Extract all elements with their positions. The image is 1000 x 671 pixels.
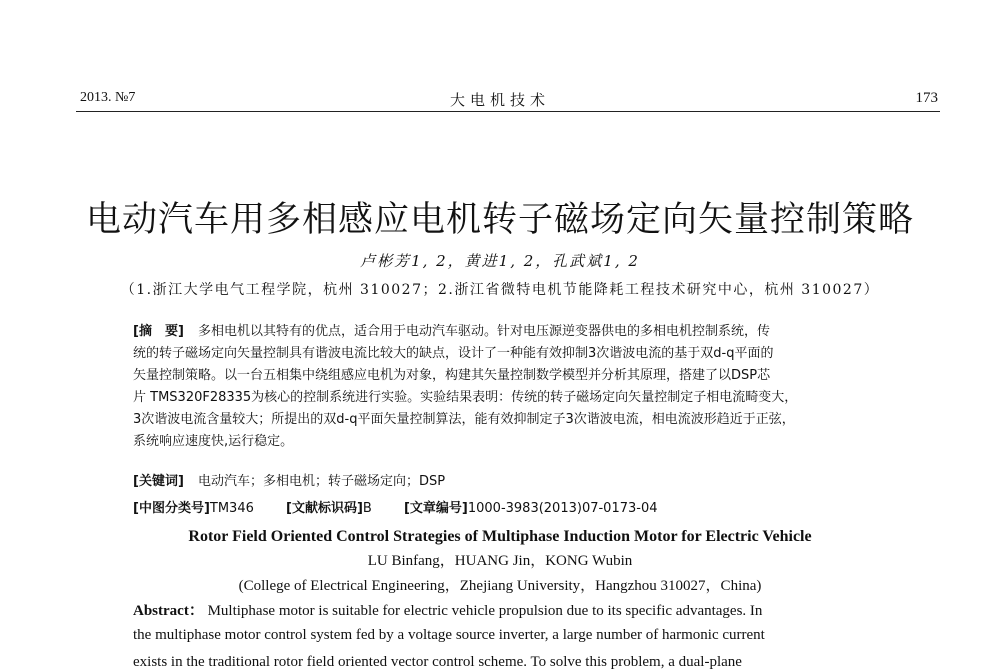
clc-label: [中图分类号]	[133, 501, 210, 516]
english-abstract-line: exists in the traditional rotor field oriented vector control scheme. To solve this problem, a dual-plane	[133, 654, 742, 670]
english-abstract-text: Multiphase motor is suitable for electric vehicle propulsion due to its specific advantages. In	[207, 603, 763, 619]
article-number-value: 1000-3983(2013)07-0173-04	[467, 501, 658, 516]
abstract-label: [摘 要]	[133, 324, 184, 339]
page-number: 173	[915, 90, 938, 106]
affiliation: （1.浙江大学电气工程学院，杭州 310027；2.浙江省微特电机节能降耗工程技术研究中心，杭州 310027）	[120, 282, 880, 298]
header-rule	[76, 111, 940, 112]
journal-name: 大电机技术	[449, 91, 550, 109]
author-list: 卢彬芳1, 2，黄进1, 2，孔武斌1, 2	[360, 252, 640, 270]
classification-line	[133, 497, 883, 516]
abstract-line: 统的转子磁场定向矢量控制具有谐波电流比较大的缺点，设计了一种能有效抑制3次谐波电流的基于双d-q平面的	[133, 346, 774, 361]
english-authors: LU Binfang，HUANG Jin，KONG Wubin	[367, 553, 633, 569]
english-abstract-line: the multiphase motor control system fed by a voltage source inverter, a large number of harmonic current	[133, 627, 765, 643]
abstract-line: 系统响应速度快,运行稳定。	[133, 434, 294, 449]
english-affiliation: (College of Electrical Engineering，Zhejiang University，Hangzhou 310027，China)	[238, 578, 762, 594]
english-abstract-line	[133, 599, 762, 620]
article-number-label: [文章编号]	[403, 501, 468, 516]
doc-code-label: [文献标识码]	[286, 501, 363, 516]
abstract-cn	[133, 320, 883, 460]
abstract-line: 3次谐波电流含量较大；所提出的双d-q平面矢量控制算法，能有效抑制定子3次谐波电流，相电流波形趋近于正弦，	[133, 412, 795, 427]
clc-value: TM346	[209, 501, 254, 516]
abstract-line: 矢量控制策略。以一台五相集中绕组感应电机为对象，构建其矢量控制数学模型并分析其原理，搭建了以DSP芯	[133, 368, 771, 383]
paper-title: 电动汽车用多相感应电机转子磁场定向矢量控制策略	[85, 200, 914, 240]
english-abstract-label: Abstract：	[133, 603, 204, 619]
abstract-line	[133, 320, 770, 339]
keywords-label: [关键词]	[133, 474, 184, 489]
doc-code-value: B	[362, 501, 372, 516]
issue-number: 2013. №7	[80, 90, 136, 105]
english-abstract	[133, 599, 893, 669]
abstract-text: 多相电机以其特有的优点，适合用于电动汽车驱动。针对电压源逆变器供电的多相电机控制系统，传	[198, 324, 771, 339]
keywords	[133, 470, 883, 489]
english-title: Rotor Field Oriented Control Strategies of Multiphase Induction Motor for Electric Vehicle	[188, 528, 812, 545]
keywords-value: 电动汽车；多相电机；转子磁场定向；DSP	[198, 474, 446, 489]
abstract-line: 片 TMS320F28335为核心的控制系统进行实验。实验结果表明：传统的转子磁场定向矢量控制定子相电流畸变大，	[133, 390, 798, 405]
